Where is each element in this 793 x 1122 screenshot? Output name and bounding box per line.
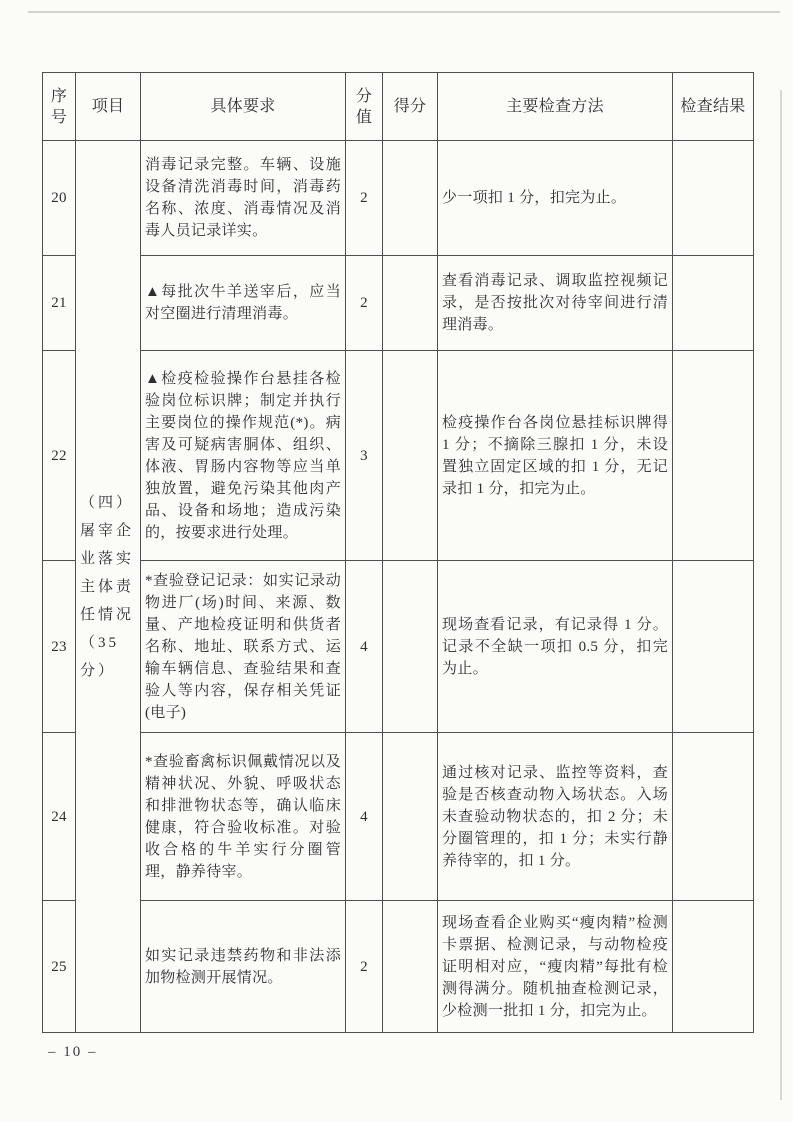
col-header-requirement: 具体要求 [141, 73, 346, 141]
method-cell: 通过核对记录、监控等资料，查验是否核查动物入场状态。入场未查验动物状态的，扣 2 分；未分圈管理的，扣 1 分；未实行静养待宰的，扣 1 分。 [438, 733, 673, 901]
requirement-cell: *查验畜禽标识佩戴情况以及精神状况、外貌、呼吸状态和排泄物状态等，确认临床健康，符合验收标准。对验收合格的牛羊实行分圈管理，静养待宰。 [141, 733, 346, 901]
result-cell [673, 901, 754, 1033]
seq-cell: 23 [43, 561, 76, 733]
score-cell: 3 [346, 351, 383, 561]
method-cell: 查看消毒记录、调取监控视频记录，是否按批次对待宰间进行清理消毒。 [438, 256, 673, 351]
score-cell: 4 [346, 561, 383, 733]
scan-artifact-right-edge [780, 90, 782, 1100]
requirement-cell: ▲检疫检验操作台悬挂各检验岗位标识牌；制定并执行主要岗位的操作规范(*)。病害及可疑病害胴体、组织、体液、胃肠内容物等应当单独放置，避免污染其他肉产品、设备和场地；造成污染的，按要求进行处理。 [141, 351, 346, 561]
col-header-method: 主要检查方法 [438, 73, 673, 141]
obtained-score-cell [383, 256, 438, 351]
result-cell [673, 141, 754, 256]
requirement-cell: ▲每批次牛羊送宰后，应当对空圈进行清理消毒。 [141, 256, 346, 351]
obtained-score-cell [383, 901, 438, 1033]
method-cell: 现场查看企业购买“瘦肉精”检测卡票据、检测记录，与动物检疫证明相对应，“瘦肉精”每批有检测得满分。随机抽查检测记录，少检测一批扣 1 分，扣完为止。 [438, 901, 673, 1033]
page-number: – 10 – [48, 1044, 98, 1060]
col-header-no [43, 73, 76, 141]
seq-cell: 24 [43, 733, 76, 901]
obtained-score-cell [383, 561, 438, 733]
col-header-result: 检查结果 [673, 73, 754, 141]
score-cell: 4 [346, 733, 383, 901]
table-header-row [43, 73, 754, 141]
table-row [43, 141, 754, 256]
col-header-score [346, 73, 383, 141]
requirement-cell: *查验登记记录：如实记录动物进厂(场)时间、来源、数量、产地检疫证明和供货者名称、地址、联系方式、运输车辆信息、查验结果和查验人等内容，保存相关凭证(电子) [141, 561, 346, 733]
seq-cell: 21 [43, 256, 76, 351]
scan-artifact-top-edge [28, 11, 780, 13]
obtained-score-cell [383, 141, 438, 256]
score-cell: 2 [346, 256, 383, 351]
table-row [43, 351, 754, 561]
table-row [43, 733, 754, 901]
requirement-cell: 如实记录违禁药物和非法添加物检测开展情况。 [141, 901, 346, 1033]
inspection-score-table [42, 72, 754, 1033]
table-row [43, 901, 754, 1033]
score-cell: 2 [346, 901, 383, 1033]
col-header-obtained: 得分 [383, 73, 438, 141]
method-cell: 少一项扣 1 分，扣完为止。 [438, 141, 673, 256]
method-cell: 检疫操作台各岗位悬挂标识牌得 1 分；不摘除三腺扣 1 分，未设置独立固定区域的扣 1 分，无记录扣 1 分，扣完为止。 [438, 351, 673, 561]
result-cell [673, 733, 754, 901]
seq-cell: 25 [43, 901, 76, 1033]
score-cell: 2 [346, 141, 383, 256]
result-cell [673, 561, 754, 733]
method-cell: 现场查看记录，有记录得 1 分。记录不全缺一项扣 0.5 分，扣完为止。 [438, 561, 673, 733]
project-category-cell [76, 141, 141, 1033]
table-row [43, 256, 754, 351]
result-cell [673, 351, 754, 561]
requirement-cell: 消毒记录完整。车辆、设施设备清洗消毒时间，消毒药名称、浓度、消毒情况及消毒人员记录详实。 [141, 141, 346, 256]
col-header-score-label: 分值 [355, 87, 373, 126]
obtained-score-cell [383, 733, 438, 901]
project-category-label: （四）屠宰企业落实主体责任情况（35分） [80, 494, 135, 679]
seq-cell: 22 [43, 351, 76, 561]
seq-cell: 20 [43, 141, 76, 256]
table-row [43, 561, 754, 733]
result-cell [673, 256, 754, 351]
col-header-no-label: 序号 [50, 87, 68, 126]
obtained-score-cell [383, 351, 438, 561]
col-header-project: 项目 [76, 73, 141, 141]
